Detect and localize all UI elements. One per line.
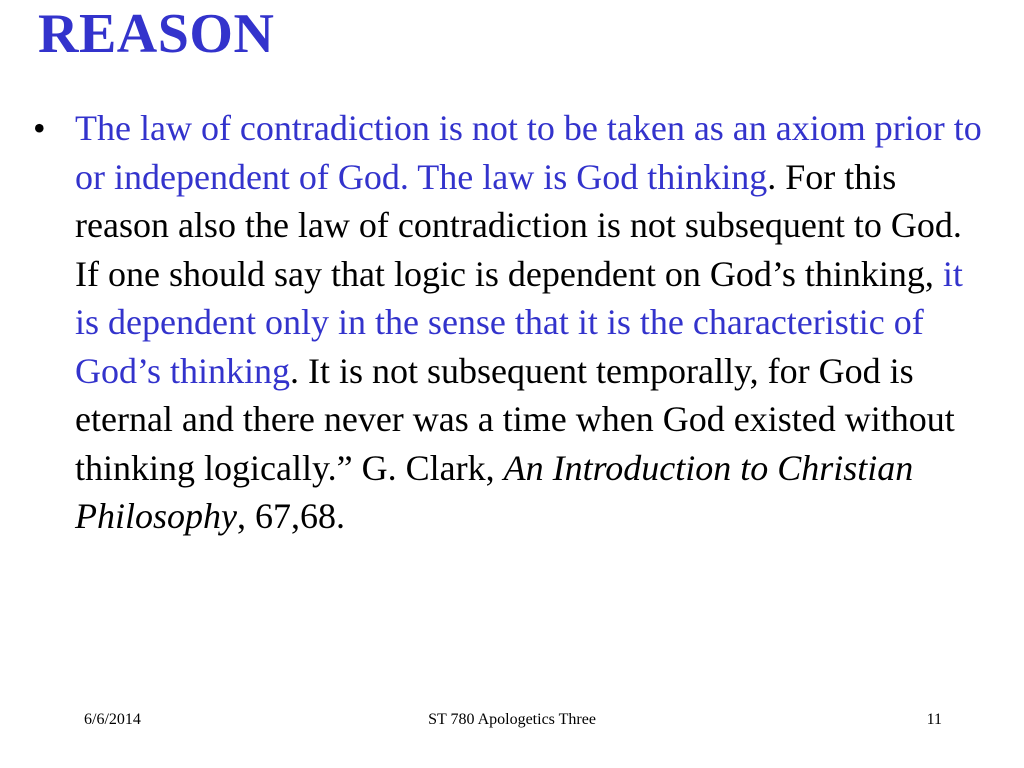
footer-course-title: ST 780 Apologetics Three <box>428 711 596 728</box>
bullet-text-citation: , 67,68. <box>236 496 345 536</box>
bullet-item <box>33 104 988 541</box>
bullet-text-accent-1: The law of contradiction is not to be taken as an axiom prior to or independent of God. The law is God thinking <box>75 108 982 197</box>
bullet-text-normal-1: . For this reason also the law of contradiction is not subsequent to God. If one should say that logic is dependent on God’s thinking, <box>75 156 962 294</box>
footer-date: 6/6/2014 <box>84 711 141 728</box>
bullet-text-normal-2: . It is not subsequent temporally, for God is eternal and there never was a time when God existed without thinking logically.” G. Clark, <box>75 350 955 488</box>
bullet-dot-icon: • <box>33 108 46 148</box>
bullet-list <box>33 104 988 541</box>
slide-title: REASON <box>38 3 275 65</box>
footer-page-number: 11 <box>926 711 942 728</box>
bullet-text-accent-2: it is dependent only in the sense that it is the characteristic of God’s thinking <box>75 253 963 391</box>
book-title: An Introduction to Christian Philosophy <box>75 447 914 536</box>
